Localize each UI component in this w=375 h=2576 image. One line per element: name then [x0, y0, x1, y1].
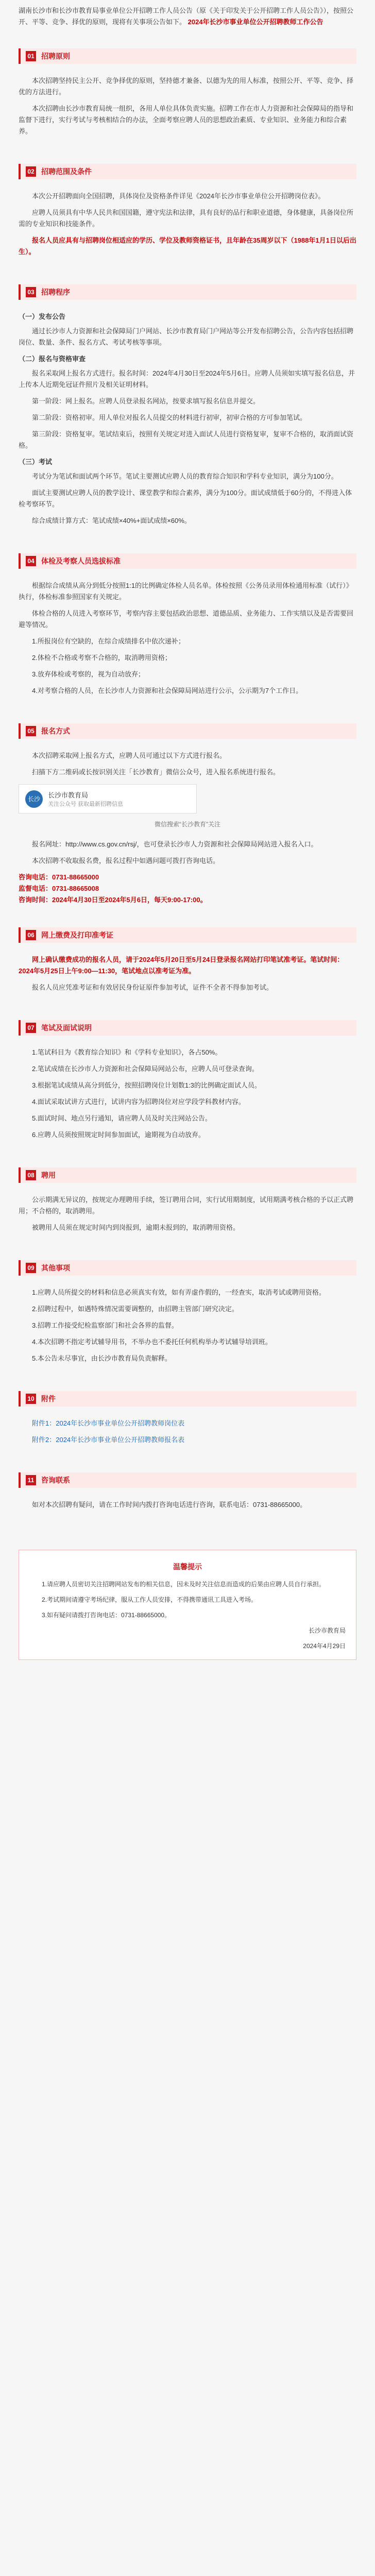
section-header	[19, 927, 356, 943]
section-eligibility	[19, 156, 356, 276]
notice-date: 2024年4月29日	[303, 1642, 346, 1650]
section-number: 09	[26, 1263, 36, 1273]
attachment-link[interactable]: 附件1：2024年长沙市事业单位公开招聘教师岗位表	[32, 1419, 185, 1427]
notice-title: 温馨提示	[173, 1563, 202, 1571]
list-item: 4.本次招聘不指定考试辅导用书，不举办也不委托任何机构举办考试辅导培训班。	[32, 1338, 272, 1346]
section-admission-ticket	[19, 919, 356, 1012]
section-number: 10	[26, 1394, 36, 1404]
list-item: 3.放弃体检或考察的，视为自动放弃；	[32, 670, 145, 678]
list-item: 4.对考察合格的人员，在长沙市人力资源和社会保障局网站进行公示，公示期为7个工作日。	[32, 687, 303, 694]
section-health-check	[19, 545, 356, 715]
notice-signature: 长沙市教育局	[308, 1627, 346, 1634]
paragraph: 本次招聘由长沙市教育局统一组织，各用人单位具体负责实施。招聘工作在市人力资源和社会保障局的指导和监督下进行，实行考试与考核相结合的办法，全面考察应聘人员的思想政治素质、专业知识、业务能力和综合素养。	[19, 105, 354, 135]
paragraph: 面试主要测试应聘人员的教学设计、课堂教学和综合素养，满分为100分。面试成绩低于60分的，不得进入体检考察环节。	[19, 489, 352, 508]
account-card[interactable]	[19, 784, 197, 814]
section-header	[19, 48, 356, 64]
paragraph: 第一阶段：网上报名。应聘人员登录报名网站，按要求填写报名信息并提交。	[32, 397, 260, 405]
list-item: 1.笔试科目为《教育综合知识》和《学科专业知识》，各占50%。	[32, 1048, 222, 1056]
section-registration	[19, 715, 356, 919]
paragraph: 如对本次招聘有疑问，请在工作时间内拨打咨询电话进行咨询，联系电话：0731-88665000。	[32, 1501, 307, 1509]
section-other-matters	[19, 1252, 356, 1383]
intro-highlight: 2024年长沙市事业单位公开招聘教师工作公告	[187, 18, 323, 26]
list-item: 1.应聘人员所提交的材料和信息必须真实有效，如有弄虚作假的，一经查实，取消考试或聘用资格。	[32, 1289, 326, 1296]
section-title: 附件	[41, 1395, 56, 1403]
section-header	[19, 1167, 356, 1183]
notice-paragraph: 2.考试期间请遵守考场纪律，服从工作人员安排，不得携带通讯工具进入考场。	[42, 1596, 258, 1603]
attachment-link[interactable]: 附件2：2024年长沙市事业单位公开招聘教师报名表	[32, 1436, 185, 1444]
paragraph: 第三阶段：资格复审。笔试结束后，按照有关规定对进入面试人员进行资格复审，复审不合格的，取消面试资格。	[19, 430, 354, 449]
section-header	[19, 1020, 356, 1036]
section-number: 02	[26, 166, 36, 177]
highlight-paragraph: 网上确认缴费成功的报名人员，请于2024年5月20日至5月24日登录报名网站打印笔试准考证。笔试时间：2024年5月25日上午9:00—11:30，笔试地点以准考证为准。	[19, 956, 344, 975]
section-title: 聘用	[41, 1171, 56, 1179]
paragraph: 报名采取网上报名方式进行。报名时间：2024年4月30日至2024年5月6日。应聘人员须如实填写报名信息，并上传本人近期免冠证件照片及相关证明材料。	[19, 369, 355, 388]
card-caption: 微信搜索“长沙教育”关注	[155, 821, 220, 828]
section-header	[19, 1260, 356, 1276]
list-item: 2.招聘过程中，如遇特殊情况需要调整的，由招聘主管部门研究决定。	[32, 1305, 238, 1313]
section-header	[19, 723, 356, 739]
section-header	[19, 164, 356, 179]
paragraph: 本次招聘坚持民主公开、竞争择优的原则，坚持德才兼备、以德为先的用人标准，按照公开、平等、竞争、择优的方法进行。	[19, 77, 354, 96]
highlight-paragraph: 报名人员应具有与招聘岗位相适应的学历、学位及教师资格证书，且年龄在35周岁以下（1988年1月1日以后出生）。	[19, 236, 356, 256]
section-header	[19, 1472, 356, 1488]
section-number: 04	[26, 556, 36, 566]
contact-line: 咨询电话：0731-88665000	[19, 873, 99, 881]
paragraph: 应聘人员须具有中华人民共和国国籍，遵守宪法和法律，具有良好的品行和职业道德，身体健康，具备岗位所需的专业知识和技能条件。	[19, 209, 354, 228]
list-item: 3.根据笔试成绩从高分到低分，按照招聘岗位计划数1:3的比例确定面试人员。	[32, 1081, 261, 1089]
section-number: 08	[26, 1170, 36, 1180]
section-exam-notes	[19, 1012, 356, 1159]
contact-line: 监督电话：0731-88665008	[19, 885, 99, 892]
section-title: 招聘程序	[41, 288, 70, 296]
section-title: 招聘范围及条件	[41, 167, 92, 176]
account-desc: 关注公众号 获取最新招聘信息	[48, 801, 124, 807]
paragraph: 考试分为笔试和面试两个环节。笔试主要测试应聘人员的教育综合知识和学科专业知识，满分为100分。	[32, 472, 338, 480]
paragraph: 综合成绩计算方式：笔试成绩×40%+面试成绩×60%。	[32, 517, 191, 524]
paragraph: 体检合格的人员进入考察环节，考察内容主要包括政治思想、道德品质、业务能力、工作实绩以及是否需要回避等情况。	[19, 609, 354, 629]
list-item: 2.体检不合格或考察不合格的，取消聘用资格；	[32, 654, 172, 662]
section-title: 招聘原则	[41, 52, 70, 60]
subsection-title: （一）发布公告	[19, 313, 66, 320]
list-item: 4.面试采取试讲方式进行，试讲内容为招聘岗位对应学段学科教材内容。	[32, 1098, 245, 1106]
list-item: 5.面试时间、地点另行通知，请应聘人员及时关注网站公告。	[32, 1114, 212, 1122]
account-meta	[48, 790, 123, 808]
contact-line: 咨询时间：2024年4月30日至2024年5月6日，每天9:00-17:00。	[19, 896, 207, 904]
section-title: 咨询联系	[41, 1476, 70, 1484]
paragraph: 本次招聘不收取报名费，报名过程中如遇问题可拨打咨询电话。	[32, 857, 220, 865]
list-item: 1.所报岗位有空缺的，在综合成绩排名中依次递补；	[32, 637, 185, 645]
paragraph: 被聘用人员须在规定时间内到岗报到，逾期未报到的，取消聘用资格。	[32, 1224, 240, 1231]
section-number: 03	[26, 287, 36, 297]
paragraph: 报名网址：http://www.cs.gov.cn/rsj/，也可登录长沙市人力资源和社会保障局网站进入报名入口。	[32, 840, 318, 848]
notice-paragraph: 3.如有疑问请拨打咨询电话：0731-88665000。	[42, 1612, 171, 1619]
section-number: 05	[26, 726, 36, 736]
section-header	[19, 284, 356, 300]
intro-text: 湖南长沙市和长沙市教育局事业单位公开招聘工作人员公告（原《关于印发关于公开招聘工作人员公告》），按照公开、平等、竞争、择优的原则，现将有关事项公告如下。	[19, 7, 354, 26]
section-procedure	[19, 276, 356, 545]
account-logo-icon: 长沙	[25, 790, 43, 808]
section-contact	[19, 1464, 356, 1529]
section-principles	[19, 40, 356, 156]
account-name: 长沙市教育局	[48, 791, 89, 799]
paragraph: 公示期满无异议的，按规定办理聘用手续，签订聘用合同，实行试用期制度，试用期满考核合格的予以正式聘用；不合格的，取消聘用。	[19, 1196, 354, 1215]
section-title: 笔试及面试说明	[41, 1024, 92, 1032]
section-title: 其他事项	[41, 1264, 70, 1272]
section-header	[19, 553, 356, 569]
section-header	[19, 1391, 356, 1406]
section-number: 01	[26, 51, 36, 61]
subsection-title: （二）报名与资格审查	[19, 355, 86, 363]
section-number: 06	[26, 930, 36, 940]
subsection-title: （三）考试	[19, 458, 53, 466]
intro	[19, 0, 356, 40]
list-item: 2.笔试成绩在长沙市人力资源和社会保障局网站公布，应聘人员可登录查询。	[32, 1065, 259, 1073]
list-item: 5.本公告未尽事宜，由长沙市教育局负责解释。	[32, 1354, 172, 1362]
paragraph: 报名人员应凭准考证和有效居民身份证原件参加考试，证件不全者不得参加考试。	[32, 984, 274, 991]
paragraph: 本次招聘采取网上报名方式，应聘人员可通过以下方式进行报名。	[32, 752, 227, 759]
section-title: 网上缴费及打印准考证	[41, 931, 113, 939]
paragraph: 扫描下方二维码或长按识别关注「长沙教育」微信公众号，进入报名系统进行报名。	[32, 768, 280, 776]
paragraph: 根据综合成绩从高分到低分按照1:1的比例确定体检人员名单。体检按照《公务员录用体检通用标准（试行）》执行，体检标准参照国家有关规定。	[19, 582, 353, 601]
notice-box	[19, 1550, 356, 1660]
list-item: 3.招聘工作接受纪检监察部门和社会各界的监督。	[32, 1321, 178, 1329]
paragraph: 第二阶段：资格初审。用人单位对报名人员提交的材料进行初审，初审合格的方可参加笔试。	[32, 414, 307, 421]
section-title: 报名方式	[41, 727, 70, 735]
notice-paragraph: 1.请应聘人员密切关注招聘网站发布的相关信息，因未及时关注信息而造成的后果由应聘人员自行承担。	[42, 1581, 326, 1588]
paragraph: 通过长沙市人力资源和社会保障局门户网站、长沙市教育局门户网站等公开发布招聘公告，公告内容包括招聘岗位、数量、条件、报名方式、考试考核等事项。	[19, 327, 354, 346]
paragraph: 本次公开招聘面向全国招聘，具体岗位及资格条件详见《2024年长沙市事业单位公开招聘岗位表》。	[32, 192, 325, 200]
section-attachments	[19, 1383, 356, 1464]
section-number: 07	[26, 1023, 36, 1033]
section-number: 11	[26, 1475, 36, 1485]
list-item: 6.应聘人员须按照规定时间参加面试，逾期视为自动放弃。	[32, 1131, 205, 1139]
section-title: 体检及考察人员选拔标准	[41, 557, 121, 565]
section-employment	[19, 1159, 356, 1252]
